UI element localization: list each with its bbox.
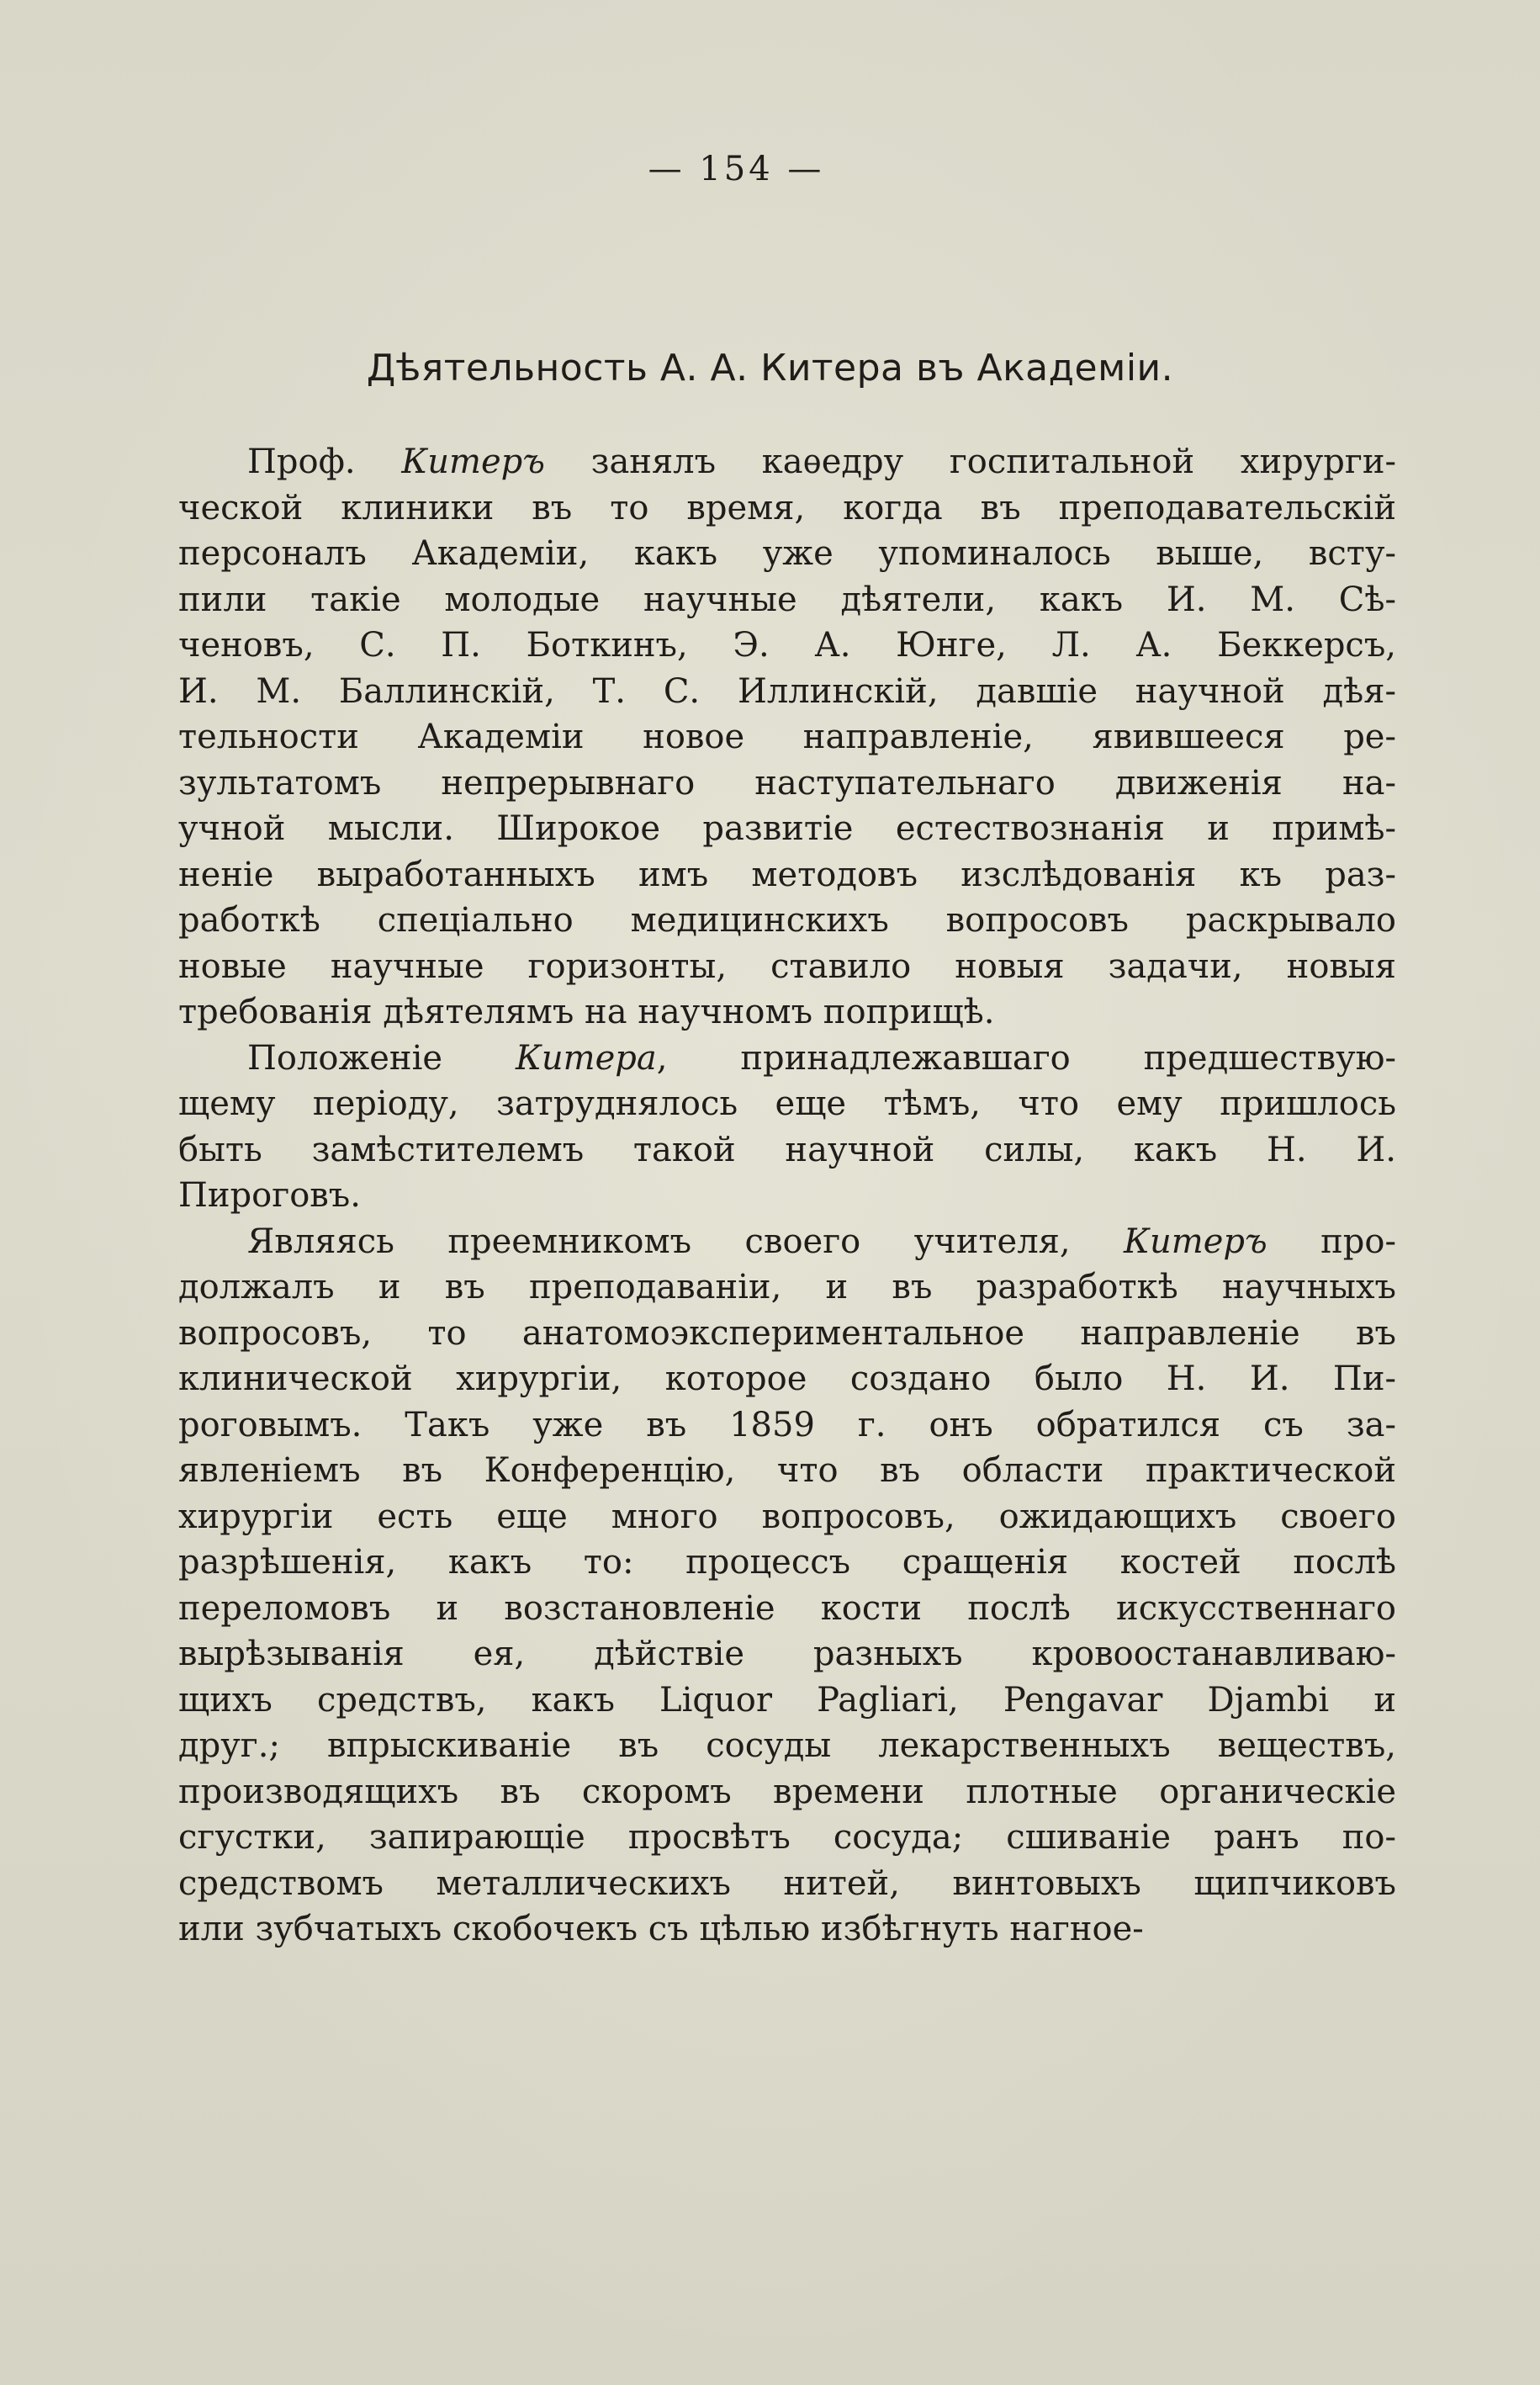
text-line: И. М. Баллинскій, Т. С. Иллинскій, давшіе научной дѣя- bbox=[178, 671, 1396, 711]
text-line: требованія дѣятелямъ на научномъ поприщѣ. bbox=[178, 993, 995, 1031]
text-line: Проф. Китеръ занялъ каѳедру госпитальной хирурги- bbox=[247, 443, 1396, 481]
section-heading: Дѣятельность А. А. Китера въ Академіи. bbox=[366, 347, 1174, 390]
text-line: явленіемъ въ Конференцію, что въ области практической bbox=[178, 1451, 1396, 1490]
text-line: тельности Академіи новое направленіе, явившееся ре- bbox=[178, 718, 1396, 756]
text-line: производящихъ въ скоромъ времени плотные органическіе bbox=[178, 1772, 1396, 1811]
text-line: ченовъ, С. П. Боткинъ, Э. А. Юнге, Л. А. Беккерсъ, bbox=[178, 626, 1396, 665]
text-line: клинической хирургіи, которое создано было Н. И. Пи- bbox=[178, 1359, 1396, 1398]
text-line: должалъ и въ преподаваніи, и въ разработкѣ научныхъ bbox=[178, 1268, 1396, 1306]
text-line: Пироговъ. bbox=[178, 1176, 361, 1215]
text-line: или зубчатыхъ скобочекъ съ цѣлью избѣгнуть нагное- bbox=[178, 1910, 1144, 1948]
text-line: новые научные горизонты, ставило новыя задачи, новыя bbox=[178, 946, 1396, 986]
text-line: неніе выработанныхъ имъ методовъ изслѣдованія къ раз- bbox=[178, 855, 1396, 894]
text-line: Положеніе Китера, принадлежавшаго предшествую- bbox=[247, 1038, 1396, 1078]
text-line: роговымъ. Такъ уже въ 1859 г. онъ обратился съ за- bbox=[178, 1405, 1396, 1444]
text-line: пили такіе молодые научные дѣятели, какъ И. М. Сѣ- bbox=[178, 580, 1396, 619]
text-line: щему періоду, затруднялось еще тѣмъ, что ему пришлось bbox=[178, 1084, 1396, 1123]
body-text bbox=[178, 439, 1396, 1953]
text-line: переломовъ и возстановленіе кости послѣ искусственнаго bbox=[178, 1588, 1396, 1628]
text-line: друг.; впрыскиваніе въ сосуды лекарственныхъ веществъ, bbox=[178, 1726, 1396, 1765]
text-line: персоналъ Академіи, какъ уже упоминалось выше, всту- bbox=[178, 534, 1396, 573]
text-line: вырѣзыванія ея, дѣйствіе разныхъ кровоостанавливаю- bbox=[178, 1635, 1396, 1673]
text-line: зультатомъ непрерывнаго наступательнаго движенія на- bbox=[178, 763, 1396, 803]
text-line: сгустки, запирающіе просвѣтъ сосуда; сшиваніе ранъ по- bbox=[178, 1818, 1396, 1857]
text-line: разрѣшенія, какъ то: процессъ сращенія костей послѣ bbox=[178, 1543, 1396, 1582]
text-line: хирургіи есть еще много вопросовъ, ожидающихъ своего bbox=[178, 1497, 1396, 1536]
text-line: быть замѣстителемъ такой научной силы, какъ Н. И. bbox=[178, 1130, 1396, 1169]
text-line: работкѣ спеціально медицинскихъ вопросовъ раскрывало bbox=[178, 901, 1396, 940]
page-number: — 154 — bbox=[648, 150, 825, 188]
text-line: учной мысли. Широкое развитіе естествознанія и примѣ- bbox=[178, 809, 1396, 848]
text-line: ческой клиники въ то время, когда въ преподавательскій bbox=[178, 488, 1396, 527]
text-line: Являясь преемникомъ своего учителя, Китеръ про- bbox=[247, 1222, 1396, 1261]
text-line: щихъ средствъ, какъ Liquor Pagliari, Pengavar Djambi и bbox=[178, 1680, 1396, 1720]
text-line: средствомъ металлическихъ нитей, винтовыхъ щипчиковъ bbox=[178, 1863, 1396, 1903]
text-line: вопросовъ, то анатомоэкспериментальное направленіе въ bbox=[178, 1313, 1396, 1353]
